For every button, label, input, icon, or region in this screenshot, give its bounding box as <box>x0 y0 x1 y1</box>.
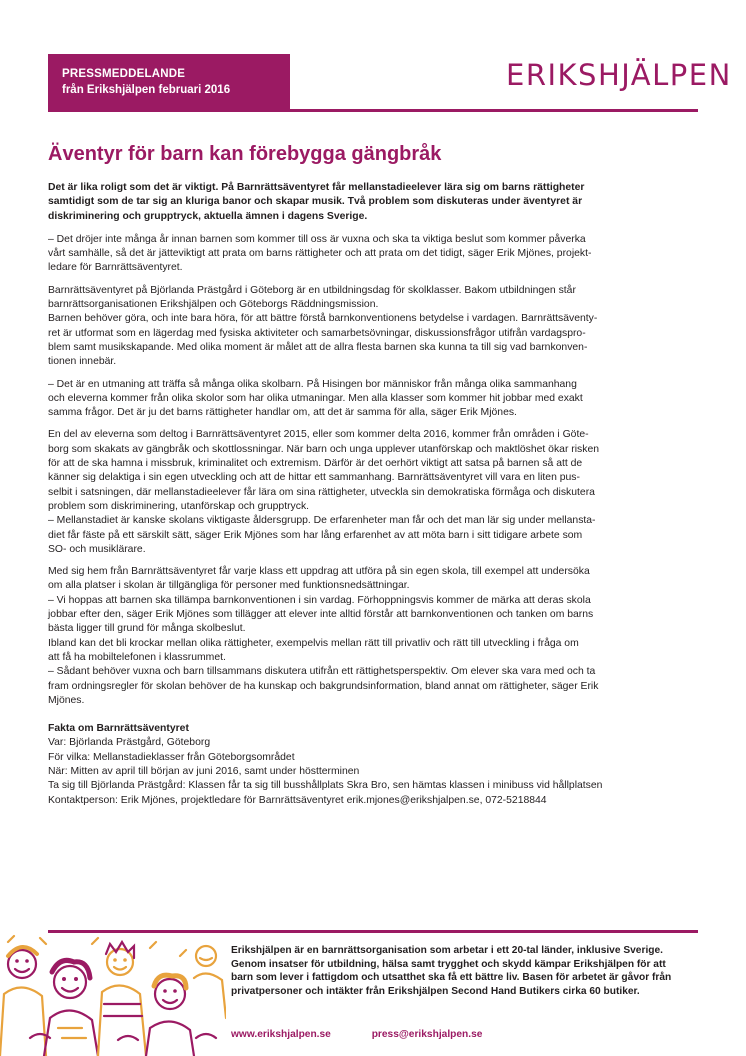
text-line: – Det är en utmaning att träffa så många olika skolbarn. På Hisingen bor människor från många olika sammanhang <box>48 378 577 390</box>
text-line: tionen innebär. <box>48 356 117 368</box>
text-line: om alla platser i skolan är tillgängliga för personer med funktionsnedsättningar. <box>48 580 410 592</box>
text-line: En del av eleverna som deltog i Barnrättsäventyret 2015, eller som kommer delta 2016, kommer från områden i Göte- <box>48 429 589 441</box>
text-line: vårt samhälle, så det är jätteviktigt att prata om barns rättigheter och att prata om det tidigt, säger Erik Mjönes, projekt- <box>48 248 592 260</box>
text-line: borg som skakats av gängbråk och skottlossningar. När barn och unga upplever utanförskap och maktlöshet ökar risken <box>48 443 600 455</box>
paragraph <box>48 284 700 370</box>
text-line: – Mellanstadiet är kanske skolans viktigaste åldersgrupp. De erfarenheter man får och det man lär sig under mellansta- <box>48 515 596 527</box>
facts-heading: Fakta om Barnrättsäventyret <box>48 723 189 735</box>
header-divider <box>48 109 698 112</box>
article-body <box>48 181 700 808</box>
text-line: fram ordningsregler för skolan behöver de ha kunskap och bakgrundsinformation, bland annat om rättigheter, säger Erik <box>48 680 599 692</box>
text-line: ret är utformat som en lägerdag med fysiska aktiviteter och samarbetsövningar, diskussionsfrågor utifrån vardagspro- <box>48 327 586 339</box>
info-line: privatpersoner och intäkter från Erikshjälpen Second Hand Butikers cirka 60 butiker. <box>231 985 640 997</box>
info-line: Genom insatser för utbildning, hälsa samt trygghet och skydd kämpar Erikshjälpen för att <box>231 958 666 970</box>
paragraph <box>48 428 700 557</box>
fact-line: Ta sig till Björlanda Prästgård: Klassen får ta sig till busshållplats Skra Bro, sen hämtas klassen i minibuss vid hållplatsen <box>48 780 603 792</box>
lead-line: diskriminering och grupptryck, aktuella ämnen i dagens Sverige. <box>48 210 368 222</box>
text-line: bästa ligger till grund för många skolbeslut. <box>48 623 246 635</box>
lead-line: Det är lika roligt som det är viktigt. På Barnrättsäventyret får mellanstadieelever lära sig om barns rättigheter <box>48 182 585 193</box>
info-line: Erikshjälpen är en barnrättsorganisation som arbetar i ett 20-tal länder, inklusive Sverige. <box>231 945 663 956</box>
text-line: Barnrättsäventyret på Björlanda Prästgård i Göteborg är en utbildningsdag för skolklasser. Bakom utbildningen står <box>48 284 576 296</box>
text-line: – Vi hoppas att barnen ska tillämpa barnkonventionen i sin vardag. Förhoppningsvis kommer de märka att deras skola <box>48 594 591 606</box>
erikshjalpen-logo: ERIKSHJÄLPEN <box>506 58 732 92</box>
text-line: – Det dröjer inte många år innan barnen som kommer till oss är vuxna och ska ta viktiga beslut som kommer påverka <box>48 233 586 245</box>
text-line: Ibland kan det bli krockar mellan olika rättigheter, exempelvis mellan rätt till privatliv och rätt till utveckling i fråga om <box>48 637 579 649</box>
text-line: att få ha mobiltelefonen i klassrummet. <box>48 651 226 663</box>
email-link[interactable]: press@erikshjalpen.se <box>371 1029 483 1040</box>
info-line: barn som lever i fattigdom och utsatthet ska få ett bättre liv. Basen för arbetet är gåvor från <box>231 972 672 984</box>
text-line: och eleverna kommer från olika skolor som har olika utmaningar. Men alla klasser som kommer hit jobbar med exakt <box>48 392 583 404</box>
fact-line: För vilka: Mellanstadieklasser från Göteborgsområdet <box>48 751 295 763</box>
text-line: barnrättsorganisationen Erikshjälpen och Göteborgs Räddningsmission. <box>48 299 379 311</box>
fact-line: När: Mitten av april till början av juni 2016, samt under höstterminen <box>48 765 360 777</box>
organization-info <box>231 944 701 998</box>
press-release-label: PRESSMEDDELANDE <box>62 68 186 80</box>
header-band <box>48 54 290 112</box>
fact-line: Kontaktperson: Erik Mjönes, projektledare för Barnrättsäventyret erik.mjones@erikshjalpen.se, 072-5218844 <box>48 794 547 806</box>
page-title: Äventyr för barn kan förebygga gängbråk <box>48 143 442 165</box>
text-line: ledare för Barnrättsäventyret. <box>48 262 183 274</box>
text-line: jobbar efter den, säger Erik Mjönes som tillägger att elever inte alltid förstår att barnkonventionen och tanken om barns <box>48 609 594 621</box>
children-illustration <box>0 934 226 1056</box>
text-line: Mjönes. <box>48 694 85 706</box>
text-line: – Sådant behöver vuxna och barn tillsammans diskutera utifrån ett rättighetsperspektiv. Om elever ska vara med och ta <box>48 666 596 678</box>
paragraph <box>48 233 700 276</box>
press-release-date: från Erikshjälpen februari 2016 <box>62 84 231 96</box>
text-line: SO- och musiklärare. <box>48 543 146 555</box>
footer-divider <box>48 930 698 933</box>
text-line: känner sig delaktiga i sin egen utveckling och att de hittar ett sammanhang. Barnrättsäventyret vill vara en liten pus- <box>48 472 580 484</box>
text-line: diet får fäste på ett särskilt sätt, säger Erik Mjönes som har lång erfarenhet av att möta barn i sitt tidigare arbete som <box>48 529 583 541</box>
text-line: för att de ska hamna i missbruk, kriminalitet och extremism. Därför är det oerhört viktigt att satsa på barnen så att de <box>48 458 583 470</box>
website-link[interactable]: www.erikshjalpen.se <box>231 1029 331 1040</box>
facts-box <box>48 722 700 808</box>
lead-paragraph <box>48 181 700 224</box>
text-line: selbit i satsningen, där mellanstadieelever får lära om sina rättigheter, utveckla sin demokratiska förmåga och diskutera <box>48 486 595 498</box>
footer-links <box>231 1029 520 1040</box>
text-line: samma frågor. Det är ju det barns rättigheter handlar om, att det är samma för alla, säger Erik Mjönes. <box>48 407 517 419</box>
lead-line: samtidigt som de tar sig an kluriga banor och skapar musik. Två problem som diskuteras under äventyret är <box>48 196 583 208</box>
text-line: Med sig hem från Barnrättsäventyret får varje klass ett uppdrag att utföra på sin egen skola, till exempel att undersöka <box>48 566 590 578</box>
text-line: problem som diskriminering, utanförskap och grupptryck. <box>48 500 310 512</box>
paragraph <box>48 378 700 421</box>
text-line: Barnen behöver göra, och inte bara höra, för att bättre förstå barnkonventionens betydelse i vardagen. Barnrättsäventy- <box>48 313 598 325</box>
text-line: blem samt musikskapande. Med olika moment är målet att de allra flesta barnen ska kunna ta till sig vad barnkonven- <box>48 341 588 353</box>
paragraph <box>48 565 700 708</box>
fact-line: Var: Björlanda Prästgård, Göteborg <box>48 737 211 749</box>
